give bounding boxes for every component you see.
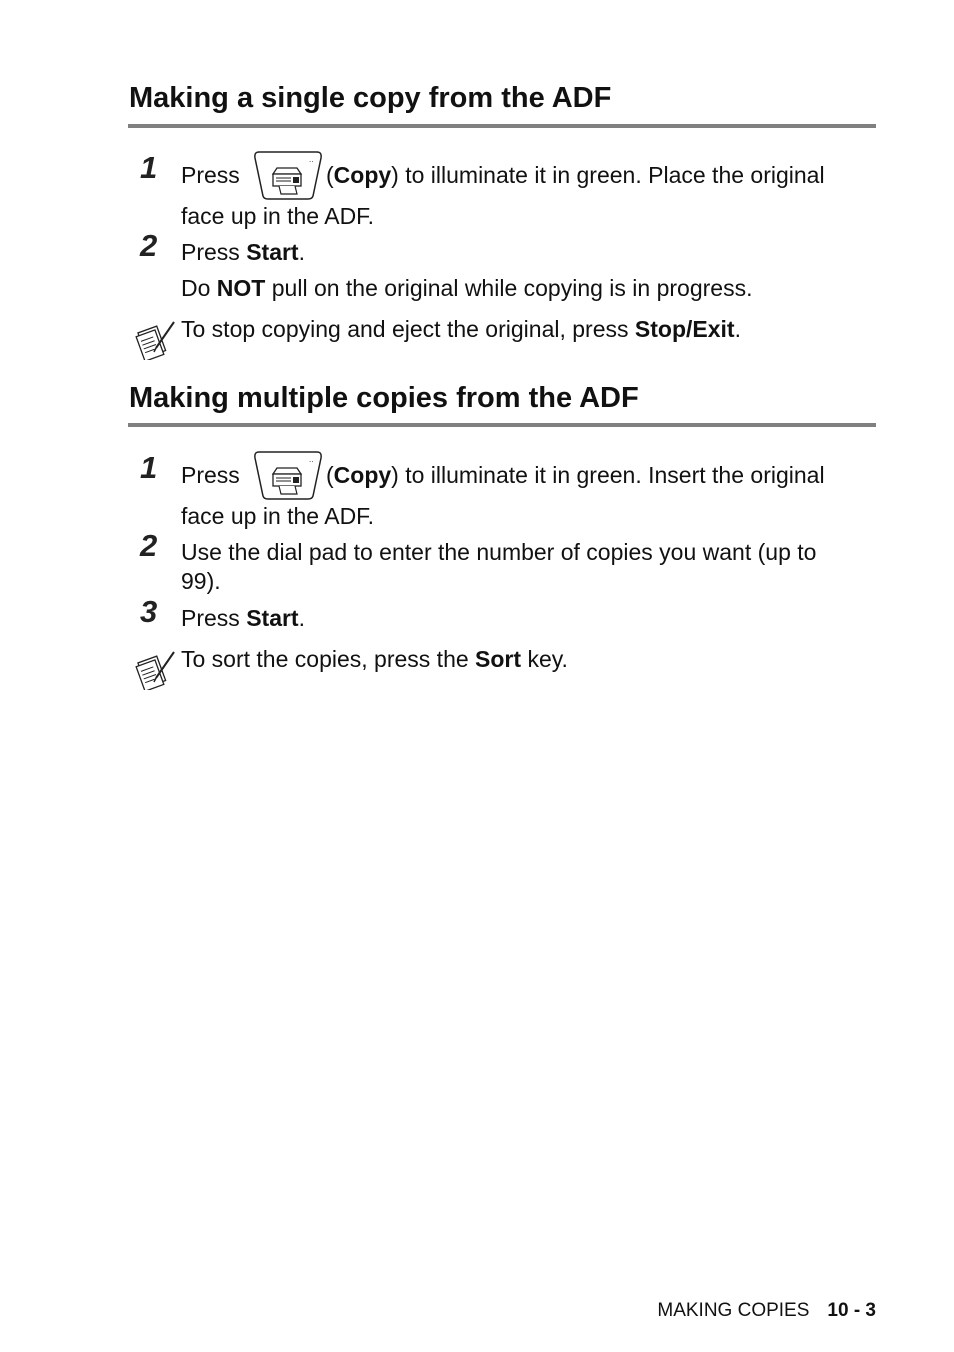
step-text: Press Start.: [181, 605, 305, 631]
step-text-rest: (Copy) to illuminate it in green. Place the original: [326, 162, 825, 188]
page-footer: [0, 1300, 876, 1322]
start-key-label: Start: [246, 239, 299, 265]
note-text: To stop copying and eject the original, press Stop/Exit.: [181, 316, 741, 342]
section-divider: [128, 423, 876, 427]
sort-key-label: Sort: [475, 646, 522, 672]
step-warning: Do NOT pull on the original while copying is in progress.: [181, 275, 753, 301]
start-key-label: Start: [246, 605, 299, 631]
step-text: [181, 161, 240, 189]
note-text: To sort the copies, press the Sort key.: [181, 646, 568, 672]
step-number: 1: [140, 150, 158, 185]
note-icon: [134, 318, 176, 360]
step-number: 2: [140, 228, 158, 263]
note-icon: [134, 648, 176, 690]
section-divider: [128, 124, 876, 128]
step-text: [181, 461, 240, 489]
copy-key-icon: [253, 148, 323, 200]
step-number: 2: [140, 528, 158, 563]
step-number: 3: [140, 594, 158, 629]
step-text: Press Start.: [181, 239, 305, 265]
step-text-line2: face up in the ADF.: [181, 203, 375, 229]
copy-key-label: Copy: [333, 162, 392, 188]
stop-exit-key-label: Stop/Exit: [634, 316, 735, 342]
step-text-rest: (Copy) to illuminate it in green. Insert the original: [326, 462, 825, 488]
press-label: Press: [181, 162, 240, 188]
svg-text:⋅⋅: ⋅⋅: [309, 158, 314, 166]
step-number: 1: [140, 450, 158, 485]
footer-section-name: MAKING COPIES: [657, 1300, 810, 1321]
step-text-line2: 99).: [181, 568, 221, 594]
copy-key-label: Copy: [333, 462, 392, 488]
svg-text:⋅⋅: ⋅⋅: [309, 458, 314, 466]
step-text-line2: face up in the ADF.: [181, 503, 375, 529]
copy-key-icon: [253, 448, 323, 500]
section-title-single-copy: Making a single copy from the ADF: [129, 82, 612, 114]
section-title-multiple-copies: Making multiple copies from the ADF: [129, 382, 639, 414]
press-label: Press: [181, 462, 240, 488]
page-number: 10 - 3: [827, 1300, 876, 1321]
step-text: Use the dial pad to enter the number of copies you want (up to: [181, 539, 817, 565]
